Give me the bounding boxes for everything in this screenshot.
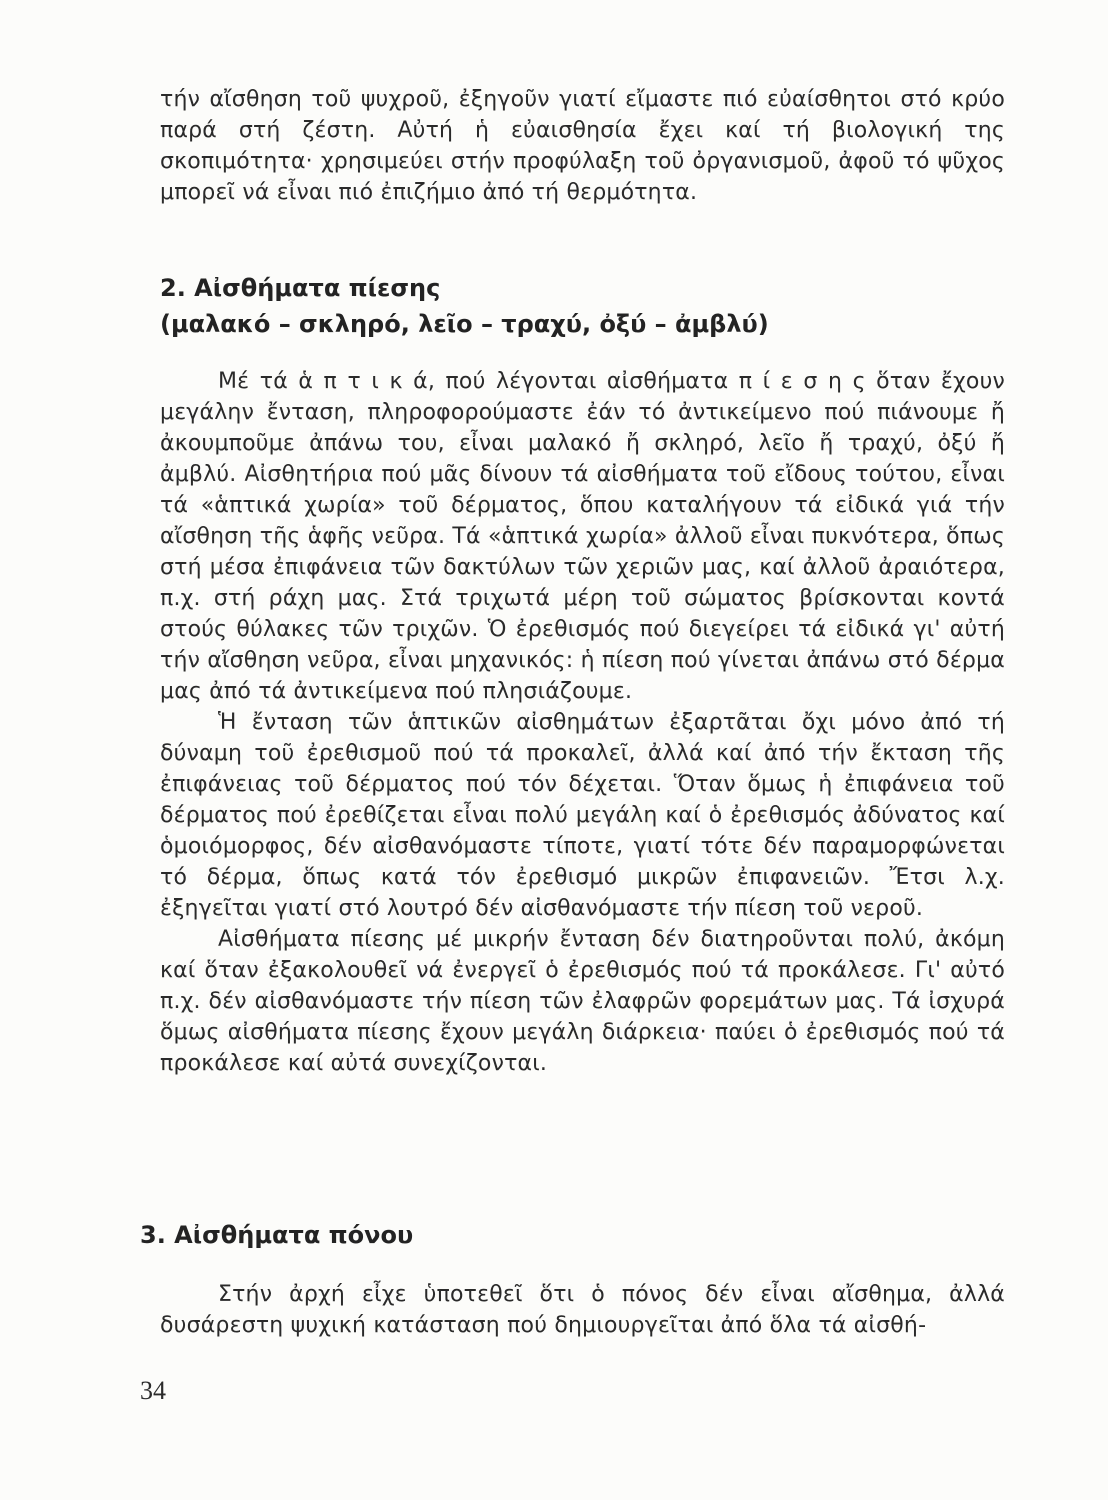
intro-paragraph: τήν αἴσθηση τοῦ ψυχροῦ, ἐξηγοῦν γιατί εἴμαστε πιό εὐαίσθητοι στό κρύο παρά στή ζέστη. Αὐτή ἡ εὐαισθησία ἔχει καί τή βιολογική της σκοπιμότητα· χρησιμεύει στήν προφύλαξη τοῦ ὀργανισμοῦ, ἀφοῦ τό ψῦχος μπορεῖ νά εἶναι πιό ἐπιζήμιο ἀπό τή θερμότητα. [160,87,1005,205]
section-2-subtitle: (μαλακό – σκληρό, λεῖο – τραχύ, ὀξύ – ἀμβλύ) [160,310,769,338]
section-3-heading: 3. Αἰσθήματα πόνου [140,1221,414,1249]
section-2-paragraph-3: Αἰσθήματα πίεσης μέ μικρήν ἔνταση δέν διατηροῦνται πολύ, ἀκόμη καί ὅταν ἐξακολουθεῖ νά ἐνεργεῖ ὁ ἐρεθισμός πού τά προκάλεσε. Γι' αὐτό π.χ. δέν αἰσθανόμαστε τήν πίεση τῶν ἐλαφρῶν φορεμάτων μας. Τά ἰσχυρά ὅμως αἰσθήματα πίεσης ἔχουν μεγάλη διάρκεια· παύει ὁ ἐρεθισμός πού τά προκάλεσε καί αὐτά συνεχίζονται. [160,927,1005,1076]
section-2-paragraph-2: Ἡ ἔνταση τῶν ἁπτικῶν αἰσθημάτων ἐξαρτᾶται ὄχι μόνο ἀπό τή δύναμη τοῦ ἐρεθισμοῦ πού τά προκαλεῖ, ἀλλά καί ἀπό τήν ἔκταση τῆς ἐπιφάνειας τοῦ δέρματος πού τόν δέχεται. Ὅταν ὅμως ἡ ἐπιφάνεια τοῦ δέρματος πού ἐρεθίζεται εἶναι πολύ μεγάλη καί ὁ ἐρεθισμός ἀδύνατος καί ὁμοιόμορφος, δέν αἰσθανόμαστε τίποτε, γιατί τότε δέν παραμορφώνεται τό δέρμα, ὅπως κατά τόν ἐρεθισμό μικρῶν ἐπιφανειῶν. Ἔτσι λ.χ. ἐξηγεῖται γιατί στό λουτρό δέν αἰσθανόμαστε τήν πίεση τοῦ νεροῦ. [160,710,1005,921]
section-2-paragraph-1: Μέ τά ἁ π τ ι κ ά, πού λέγονται αἰσθήματα π ί ε σ η ς ὅταν ἔχουν μεγάλην ἔνταση, πληροφορούμαστε ἐάν τό ἀντικείμενο πού πιάνουμε ἤ ἀκουμποῦμε ἀπάνω του, εἶναι μαλακό ἤ σκληρό, λεῖο ἤ τραχύ, ὀξύ ἤ ἀμβλύ. Αἰσθητήρια πού μᾶς δίνουν τά αἰσθήματα τοῦ εἴδους τούτου, εἶναι τά «ἁπτικά χωρία» τοῦ δέρματος, ὅπου καταλήγουν τά εἰδικά γιά τήν αἴσθηση τῆς ἁφῆς νεῦρα. Τά «ἁπτικά χωρία» ἀλλοῦ εἶναι πυκνότερα, ὅπως στή μέσα ἐπιφάνεια τῶν δακτύλων τῶν χεριῶν μας, καί ἀλλοῦ ἀραιότερα, π.χ. στή ράχη μας. Στά τριχωτά μέρη τοῦ σώματος βρίσκονται κοντά στούς θύλακες τῶν τριχῶν. Ὁ ἐρεθισμός πού διεγείρει τά εἰδικά γι' αὐτή τήν αἴσθηση νεῦρα, εἶναι μηχανικός: ἡ πίεση πού γίνεται ἀπάνω στό δέρμα μας ἀπό τά ἀντικείμενα πού πλησιάζουμε. [160,369,1005,704]
section-2-title: 2. Αἰσθήματα πίεσης [160,274,441,302]
section-2-heading [160,270,1005,342]
page-number: 34 [140,1376,166,1405]
intro-text-block [160,84,1005,208]
section-2-text-block [160,366,1005,1079]
section-3-text-block [160,1279,1005,1341]
section-3-paragraph: Στήν ἀρχή εἶχε ὑποτεθεῖ ὅτι ὁ πόνος δέν εἶναι αἴσθημα, ἀλλά δυσάρεστη ψυχική κατάσταση πού δημιουργεῖται ἀπό ὅλα τά αἰσθή- [160,1282,1005,1338]
